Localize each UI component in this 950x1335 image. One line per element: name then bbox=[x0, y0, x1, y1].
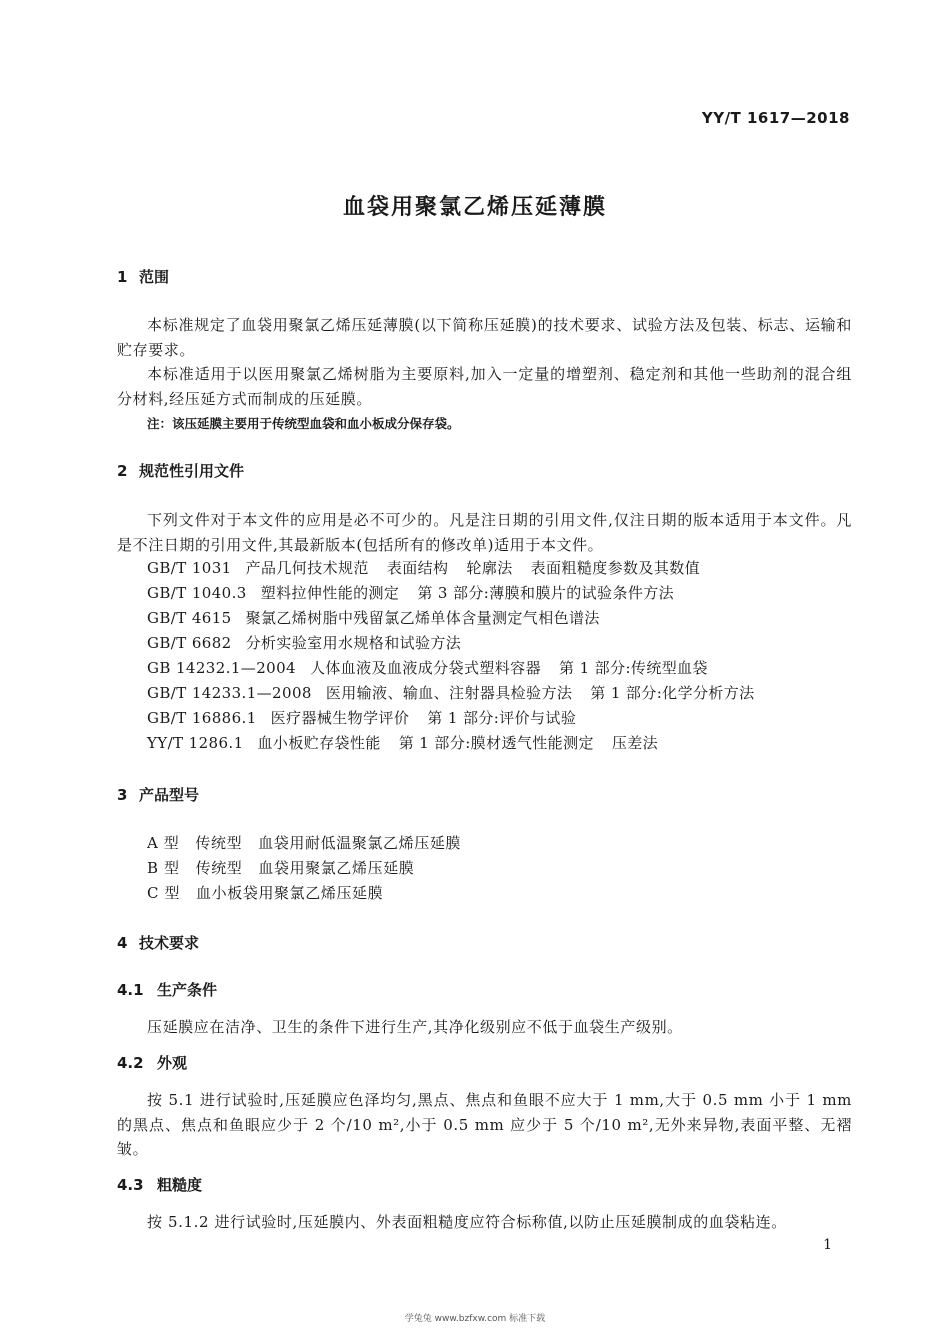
reference-code: GB/T 6682 bbox=[147, 634, 232, 652]
footer-watermark: 学兔兔 www.bzfxw.com 标准下载 bbox=[404, 1314, 546, 1324]
section-number: 4.3 bbox=[117, 1176, 144, 1194]
product-type-desc: 血袋用耐低温聚氯乙烯压延膜 bbox=[258, 834, 462, 852]
reference-code: GB/T 14233.1—2008 bbox=[147, 684, 312, 702]
reference-item bbox=[147, 707, 576, 728]
paragraph: 本标准规定了血袋用聚氯乙烯压延薄膜(以下简称压延膜)的技术要求、试验方法及包装、标志、运输和贮存要求。 bbox=[117, 316, 852, 359]
reference-code: GB/T 1031 bbox=[147, 559, 232, 577]
reference-title: 表面结构 bbox=[386, 559, 449, 577]
reference-item bbox=[147, 632, 461, 653]
section-number: 4.2 bbox=[117, 1054, 144, 1072]
reference-title: 医疗器械生物学评价 bbox=[270, 709, 410, 727]
reference-title: 第 1 部分:膜材透气性能测定 bbox=[398, 734, 594, 752]
section-title: 规范性引用文件 bbox=[139, 462, 245, 480]
reference-title: 医用输液、输血、注射器具检验方法 bbox=[325, 684, 573, 702]
reference-item bbox=[147, 582, 674, 603]
product-type-item bbox=[147, 832, 461, 853]
document-title: 血袋用聚氯乙烯压延薄膜 bbox=[342, 195, 607, 220]
reference-item bbox=[147, 732, 658, 753]
product-type-desc: 传统型 bbox=[195, 834, 243, 852]
section-number: 4.1 bbox=[117, 981, 144, 999]
reference-item bbox=[147, 607, 600, 628]
section-heading-4-1 bbox=[117, 979, 217, 1000]
reference-title: 第 1 部分:传统型血袋 bbox=[559, 659, 708, 677]
reference-code: GB/T 16886.1 bbox=[147, 709, 257, 727]
section-number: 4 bbox=[117, 934, 128, 952]
standard-number: YY/T 1617—2018 bbox=[701, 109, 850, 127]
reference-title: 分析实验室用水规格和试验方法 bbox=[245, 634, 462, 652]
section-heading-1 bbox=[117, 266, 169, 287]
section-title: 外观 bbox=[157, 1054, 188, 1072]
reference-title: 血小板贮存袋性能 bbox=[257, 734, 381, 752]
reference-title: 表面粗糙度参数及其数值 bbox=[530, 559, 701, 577]
section-title: 粗糙度 bbox=[157, 1176, 203, 1194]
section-title: 技术要求 bbox=[139, 934, 200, 952]
reference-item bbox=[147, 557, 700, 578]
reference-code: GB 14232.1—2004 bbox=[147, 659, 296, 677]
product-type-desc: 血小板袋用聚氯乙烯压延膜 bbox=[196, 884, 384, 902]
section-heading-4 bbox=[117, 932, 199, 953]
section-heading-4-3 bbox=[117, 1174, 202, 1195]
note: 注：该压延膜主要用于传统型血袋和血小板成分保存袋。 bbox=[147, 416, 460, 431]
reference-title: 产品几何技术规范 bbox=[245, 559, 369, 577]
reference-code: GB/T 4615 bbox=[147, 609, 232, 627]
reference-title: 压差法 bbox=[611, 734, 659, 752]
product-type-desc: 传统型 bbox=[195, 859, 243, 877]
paragraph: 按 5.1.2 进行试验时,压延膜内、外表面粗糙度应符合标称值,以防止压延膜制成的血袋粘连。 bbox=[147, 1213, 787, 1231]
section-heading-4-2 bbox=[117, 1052, 187, 1073]
reference-code: GB/T 1040.3 bbox=[147, 584, 247, 602]
reference-title: 轮廓法 bbox=[466, 559, 513, 577]
section-heading-2 bbox=[117, 460, 244, 481]
section-number: 1 bbox=[117, 268, 128, 286]
section-title: 产品型号 bbox=[139, 786, 200, 804]
paragraph: 下列文件对于本文件的应用是必不可少的。凡是注日期的引用文件,仅注日期的版本适用于本文件。凡是不注日期的引用文件,其最新版本(包括所有的修改单)适用于本文件。 bbox=[117, 511, 852, 554]
product-type-desc: 血袋用聚氯乙烯压延膜 bbox=[258, 859, 415, 877]
paragraph: 按 5.1 进行试验时,压延膜应色泽均匀,黑点、焦点和鱼眼不应大于 1 mm,大于 0.5 mm 小于 1 mm 的黑点、焦点和鱼眼应少于 2 个/10 m²,小于 0.5 mm 应少于 5 个/10 m²,无外来异物,表面平整、无褶皱。 bbox=[117, 1091, 852, 1158]
reference-item bbox=[147, 657, 708, 678]
product-type-item bbox=[147, 882, 383, 903]
reference-title: 第 3 部分:薄膜和膜片的试验条件方法 bbox=[417, 584, 675, 602]
reference-title: 人体血液及血液成分袋式塑料容器 bbox=[309, 659, 541, 677]
paragraph: 本标准适用于以医用聚氯乙烯树脂为主要原料,加入一定量的增塑剂、稳定剂和其他一些助剂的混合组分材料,经压延方式而制成的压延膜。 bbox=[117, 365, 852, 408]
section-title: 范围 bbox=[139, 268, 170, 286]
section-number: 2 bbox=[117, 462, 128, 480]
reference-title: 第 1 部分:化学分析方法 bbox=[590, 684, 755, 702]
section-heading-3 bbox=[117, 784, 199, 805]
product-type-code: C 型 bbox=[147, 884, 181, 902]
product-type-code: B 型 bbox=[147, 859, 180, 877]
product-type-item bbox=[147, 857, 414, 878]
reference-title: 第 1 部分:评价与试验 bbox=[427, 709, 577, 727]
reference-item bbox=[147, 682, 755, 703]
reference-code: YY/T 1286.1 bbox=[147, 734, 244, 752]
reference-title: 聚氯乙烯树脂中残留氯乙烯单体含量测定气相色谱法 bbox=[245, 609, 600, 627]
section-title: 生产条件 bbox=[157, 981, 218, 999]
page-number: 1 bbox=[823, 1237, 832, 1253]
paragraph: 压延膜应在洁净、卫生的条件下进行生产,其净化级别应不低于血袋生产级别。 bbox=[147, 1018, 683, 1036]
reference-title: 塑料拉伸性能的测定 bbox=[260, 584, 400, 602]
product-type-code: A 型 bbox=[147, 834, 180, 852]
section-number: 3 bbox=[117, 786, 128, 804]
